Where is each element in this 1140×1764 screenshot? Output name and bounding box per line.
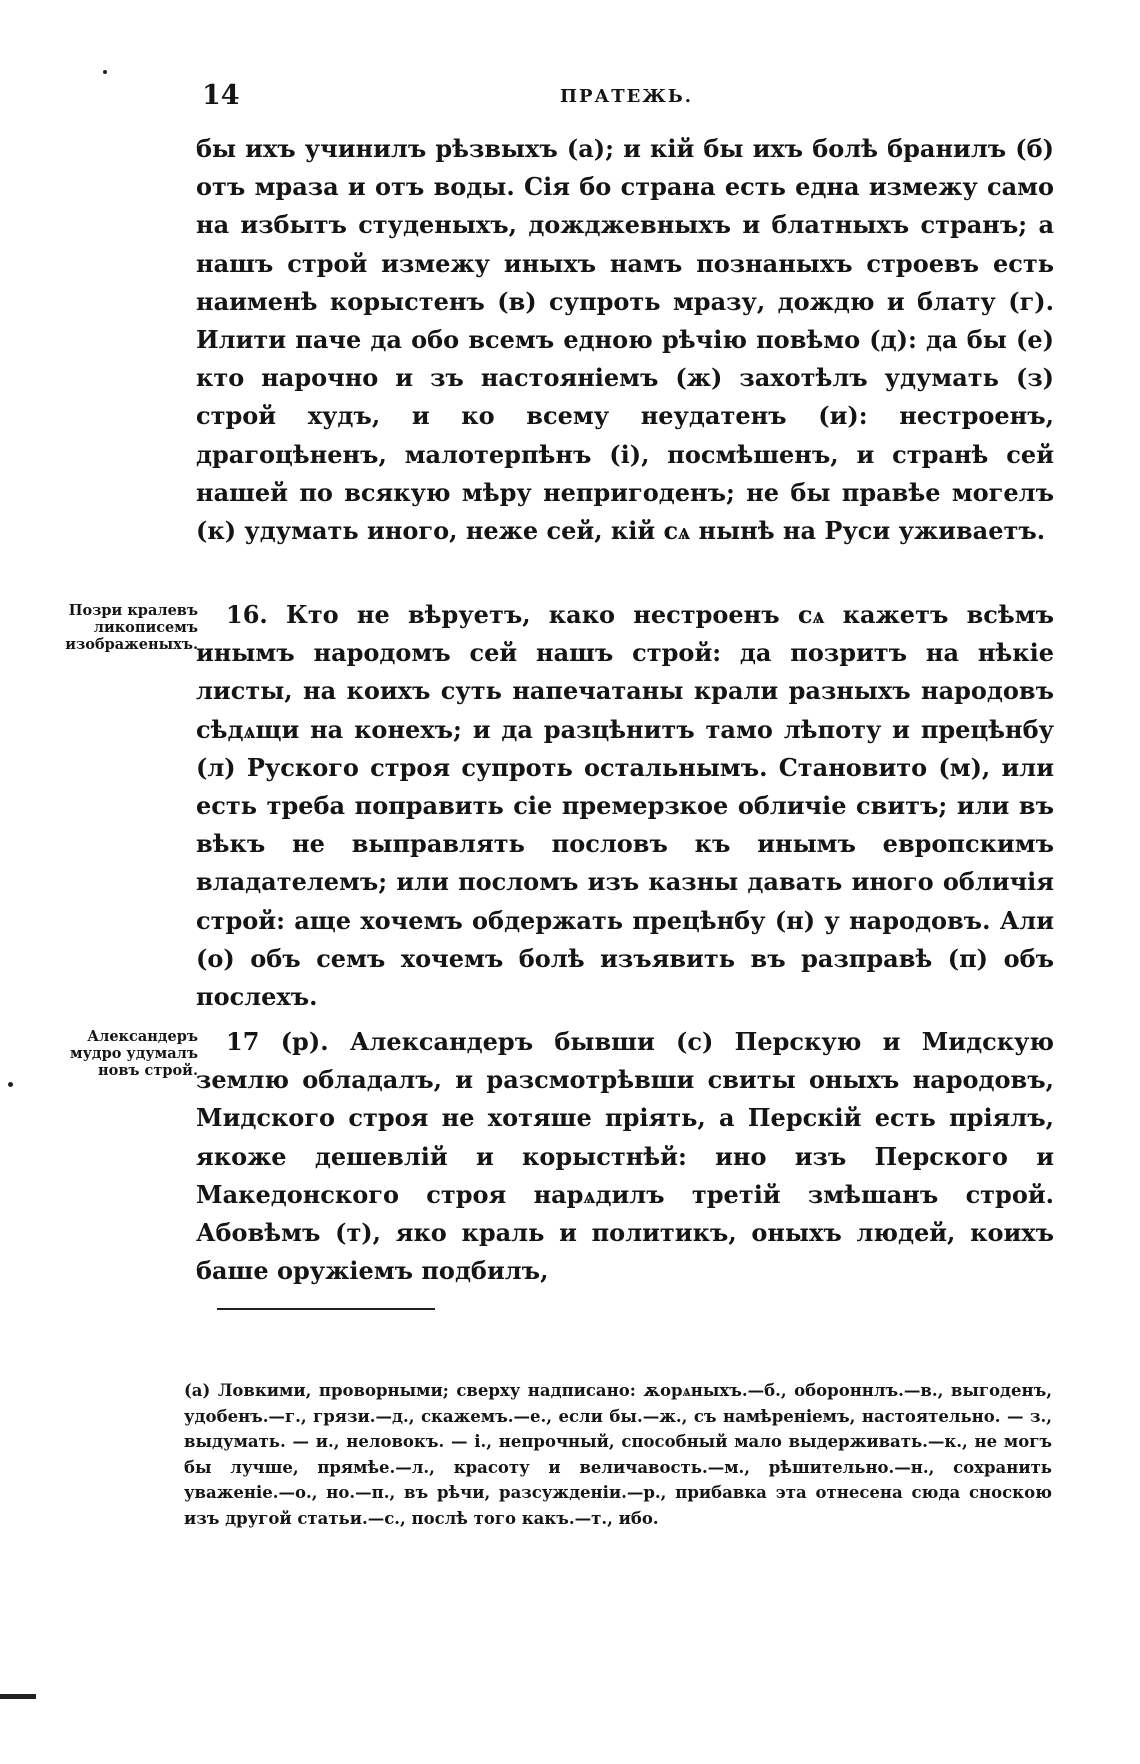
margin-note-1: Позри кралевъ ликописемъ изображеныхъ. — [65, 602, 198, 653]
scan-speck — [0, 1694, 36, 1699]
paragraph-16-text: 16. Кто не вѣруетъ, како нестроенъ сѧ кажетъ всѣмъ инымъ народомъ сей нашъ строй: да позритъ на нѣкіе листы, на коихъ суть напечатаны крали разныхъ народовъ сѣдѧщи на конехъ; и да разцѣнитъ тамо лѣпоту и прецѣнбу (л) Руского строя супроть остальнымъ. Становито (м), или есть треба поправить сіе премерзкое обличіе свитъ; или въ вѣкъ не выправлять пословъ къ инымъ европскимъ владателемъ; или посломъ изъ казны давать иного обличія строй: аще хочемъ обдержать прецѣнбу (н) у народовъ. Али (о) объ семъ хочемъ болѣ изъявить въ разправѣ (п) объ послехъ. — [196, 600, 1054, 1012]
paragraph-16 — [196, 596, 1054, 1016]
paragraph-1: бы ихъ учинилъ рѣзвыхъ (а); и кій бы ихъ болѣ бранилъ (б) отъ мраза и отъ воды. Сія бо страна есть една измежу само на избытъ студеныхъ, дожджевныхъ и блатныхъ странъ; а нашъ строй измежу иныхъ намъ познаныхъ строевъ есть наименѣ корыстенъ (в) супроть мразу, дождю и блату (г). Илити паче да обо всемъ едною рѣчію повѣмо (д): да бы (е) кто нарочно и зъ настояніемъ (ж) захотѣлъ удумать (з) строй худъ, и ко всему неудатенъ (и): нестроенъ, драгоцѣненъ, малотерпѣнъ (і), посмѣшенъ, и странѣ сей нашей по всякую мѣру непригоденъ; не бы правѣе могелъ (к) удумать иного, неже сей, кій сѧ нынѣ на Руси уживаетъ. — [196, 134, 1054, 546]
page-number: 14 — [202, 80, 240, 111]
scan-speck — [103, 70, 107, 74]
running-title: ПРАТЕЖЬ. — [560, 86, 694, 107]
scan-speck — [8, 1082, 13, 1087]
paragraph-17-text: 17 (р). Александеръ бывши (с) Перскую и Мидскую землю обладалъ, и разсмотрѣвши свиты оныхъ народовъ, Мидского строя не хотяше пріять, а Перскій есть пріялъ, якоже дешевлій и корыстнѣй: ино изъ Перского и Македонского строя нарѧдилъ третій змѣшанъ строй. Абовѣмъ (т), яко краль и политикъ, оныхъ людей, коихъ баше оружіемъ подбилъ, — [196, 1027, 1054, 1286]
margin-note-2: Александеръ мудро удумалъ новъ строй. — [70, 1028, 198, 1079]
paragraph-17 — [196, 1023, 1054, 1290]
footnotes: (а) Ловкими, проворными; сверху надписано: ѫорѧныхъ.—б., обороннлъ.—в., выгоденъ, удобенъ.—г., грязи.—д., скажемъ.—е., если бы.—ж., съ намѣреніемъ, настоятельно. — з., выдумать. — и., неловокъ. — і., непрочный, способный мало выдерживать.—к., не могъ бы лучше, прямѣе.—л., красоту и величавость.—м., рѣшительно.—н., сохранить уваженіе.—о., но.—п., въ рѣчи, разсужденіи.—р., прибавка эта отнесена сюда сноскою изъ другой статьи.—с., послѣ того какъ.—т., ибо. — [184, 1381, 1052, 1528]
footnote-separator-rule — [217, 1308, 435, 1310]
